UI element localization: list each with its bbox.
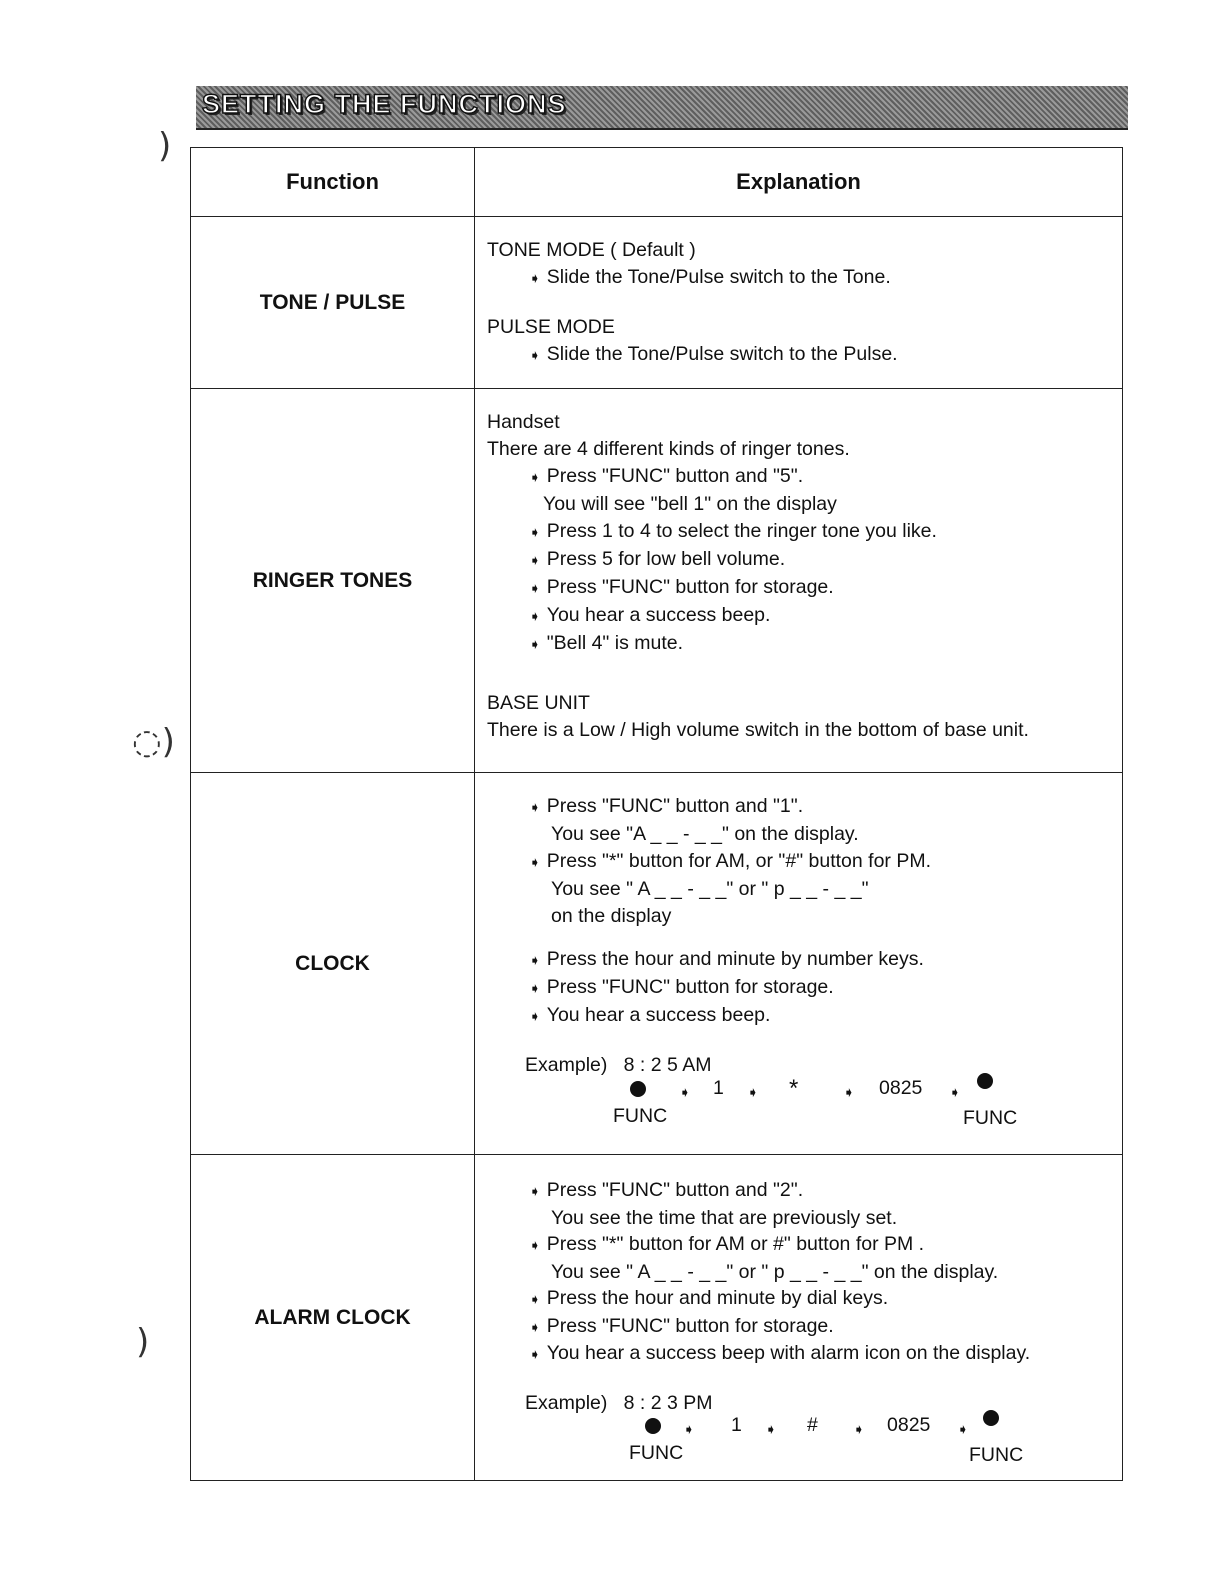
section-banner [196,86,1128,130]
arrow-icon: ➧ [529,270,541,286]
explanation-alarm-clock [475,1155,1123,1481]
explanation-ringer-tones [475,389,1123,773]
explanation-clock [475,773,1123,1155]
arrow-icon: ➧ [957,1421,969,1437]
header-explanation: Explanation [475,148,1123,217]
clock-step-3: ➧ Press the hour and minute by number keys. [487,946,1114,974]
ringer-step-1-note: You will see "bell 1" on the display [543,493,837,515]
margin-mark-bottom: ) [136,1322,150,1362]
alarm-step-5: ➧ You hear a success beep with alarm icon on the display. [487,1340,1114,1368]
base-unit-heading: BASE UNIT [487,692,590,714]
arrow-icon: ➧ [529,1237,541,1253]
arrow-icon: ➧ [529,524,541,540]
arrow-icon: ➧ [529,952,541,968]
arrow-icon: ➧ [949,1084,961,1100]
clock-step-2-note2: on the display [551,905,672,927]
function-name-clock: CLOCK [191,773,475,1155]
seq-digits: 0825 [887,1414,931,1436]
margin-mark-top: ) [158,126,172,166]
table-row [191,1155,1123,1481]
arrow-icon: ➧ [679,1084,691,1100]
alarm-step-3: ➧ Press the hour and minute by dial keys. [487,1285,1114,1313]
alarm-step-2-note: You see " A _ _ - _ _" or " p _ _ - _ _" on the display. [551,1260,999,1283]
tone-mode-heading: TONE MODE ( Default ) [487,239,696,261]
pulse-mode-step: ➧ Slide the Tone/Pulse switch to the Pulse. [487,341,1114,369]
explanation-tone-pulse [475,217,1123,389]
clock-step-1: ➧ Press "FUNC" button and "1". [487,793,1114,821]
arrow-icon: ➧ [529,636,541,652]
arrow-icon: ➧ [529,1291,541,1307]
arrow-icon: ➧ [843,1084,855,1100]
clock-key-sequence [487,1075,1114,1131]
functions-table [190,147,1123,1481]
function-name-alarm-clock: ALARM CLOCK [191,1155,475,1481]
margin-mark-middle: ◌) [132,722,175,762]
alarm-step-2: ➧ Press "*" button for AM or #" button for PM . [487,1231,1114,1259]
ringer-step-2: ➧ Press 1 to 4 to select the ringer tone you like. [487,518,1114,546]
func-label: FUNC [613,1105,668,1127]
func-label: FUNC [629,1442,684,1464]
arrow-icon: ➧ [529,799,541,815]
page-title: SETTING THE FUNCTIONS [202,89,567,119]
arrow-icon: ➧ [529,347,541,363]
alarm-example: Example) 8 : 2 3 PM [525,1391,713,1414]
table-row [191,773,1123,1155]
arrow-icon: ➧ [747,1084,759,1100]
table-header-row [191,148,1123,217]
func-label: FUNC [963,1107,1018,1129]
seq-key-star: * [789,1075,799,1102]
table-row [191,389,1123,773]
ringer-step-1: ➧ Press "FUNC" button and "5". [487,463,1114,491]
alarm-key-sequence [487,1416,1114,1468]
clock-step-1-note: You see "A _ _ - _ _" on the display. [551,823,859,845]
clock-step-2: ➧ Press "*" button for AM, or "#" button for PM. [487,848,1114,876]
arrow-icon: ➧ [529,1008,541,1024]
alarm-step-1: ➧ Press "FUNC" button and "2". [487,1177,1114,1205]
func-label: FUNC [969,1444,1024,1466]
arrow-icon: ➧ [529,1318,541,1335]
handset-heading: Handset [487,411,560,433]
ringer-step-3: ➧ Press 5 for low bell volume. [487,546,1114,574]
ringer-step-6: ➧ "Bell 4" is mute. [487,630,1114,658]
alarm-step-1-note: You see the time that are previously set. [551,1206,898,1229]
ringer-step-4: ➧ Press "FUNC" button for storage. [487,574,1114,602]
seq-key-1: 1 [731,1414,742,1436]
arrow-icon: ➧ [683,1421,695,1437]
alarm-step-4: ➧ Press "FUNC" button for storage. [487,1313,1114,1341]
arrow-icon: ➧ [529,1183,541,1199]
ringer-step-5: ➧ You hear a success beep. [487,602,1114,630]
arrow-icon: ➧ [529,552,541,568]
arrow-icon: ➧ [529,1346,541,1362]
arrow-icon: ➧ [529,980,541,996]
seq-key-1: 1 [713,1077,724,1099]
arrow-icon: ➧ [529,854,541,870]
clock-step-4: ➧ Press "FUNC" button for storage. [487,974,1114,1002]
function-name-tone-pulse: TONE / PULSE [191,217,475,389]
header-function: Function [191,148,475,217]
base-unit-text: There is a Low / High volume switch in the bottom of base unit. [487,719,1029,741]
arrow-icon: ➧ [529,608,541,624]
seq-key-hash: # [807,1414,818,1436]
arrow-icon: ➧ [853,1421,865,1437]
clock-step-5: ➧ You hear a success beep. [487,1002,1114,1030]
clock-step-2-note: You see " A _ _ - _ _" or " p _ _ - _ _" [551,878,869,900]
pulse-mode-heading: PULSE MODE [487,316,615,338]
table-row [191,217,1123,389]
arrow-icon: ➧ [765,1421,777,1437]
seq-digits: 0825 [879,1077,923,1099]
clock-example: Example) 8 : 2 5 AM [525,1054,712,1076]
ringer-intro: There are 4 different kinds of ringer tones. [487,438,850,460]
arrow-icon: ➧ [529,580,541,596]
tone-mode-step: ➧ Slide the Tone/Pulse switch to the Tone. [487,264,1114,292]
arrow-icon: ➧ [529,469,541,485]
function-name-ringer-tones: RINGER TONES [191,389,475,773]
